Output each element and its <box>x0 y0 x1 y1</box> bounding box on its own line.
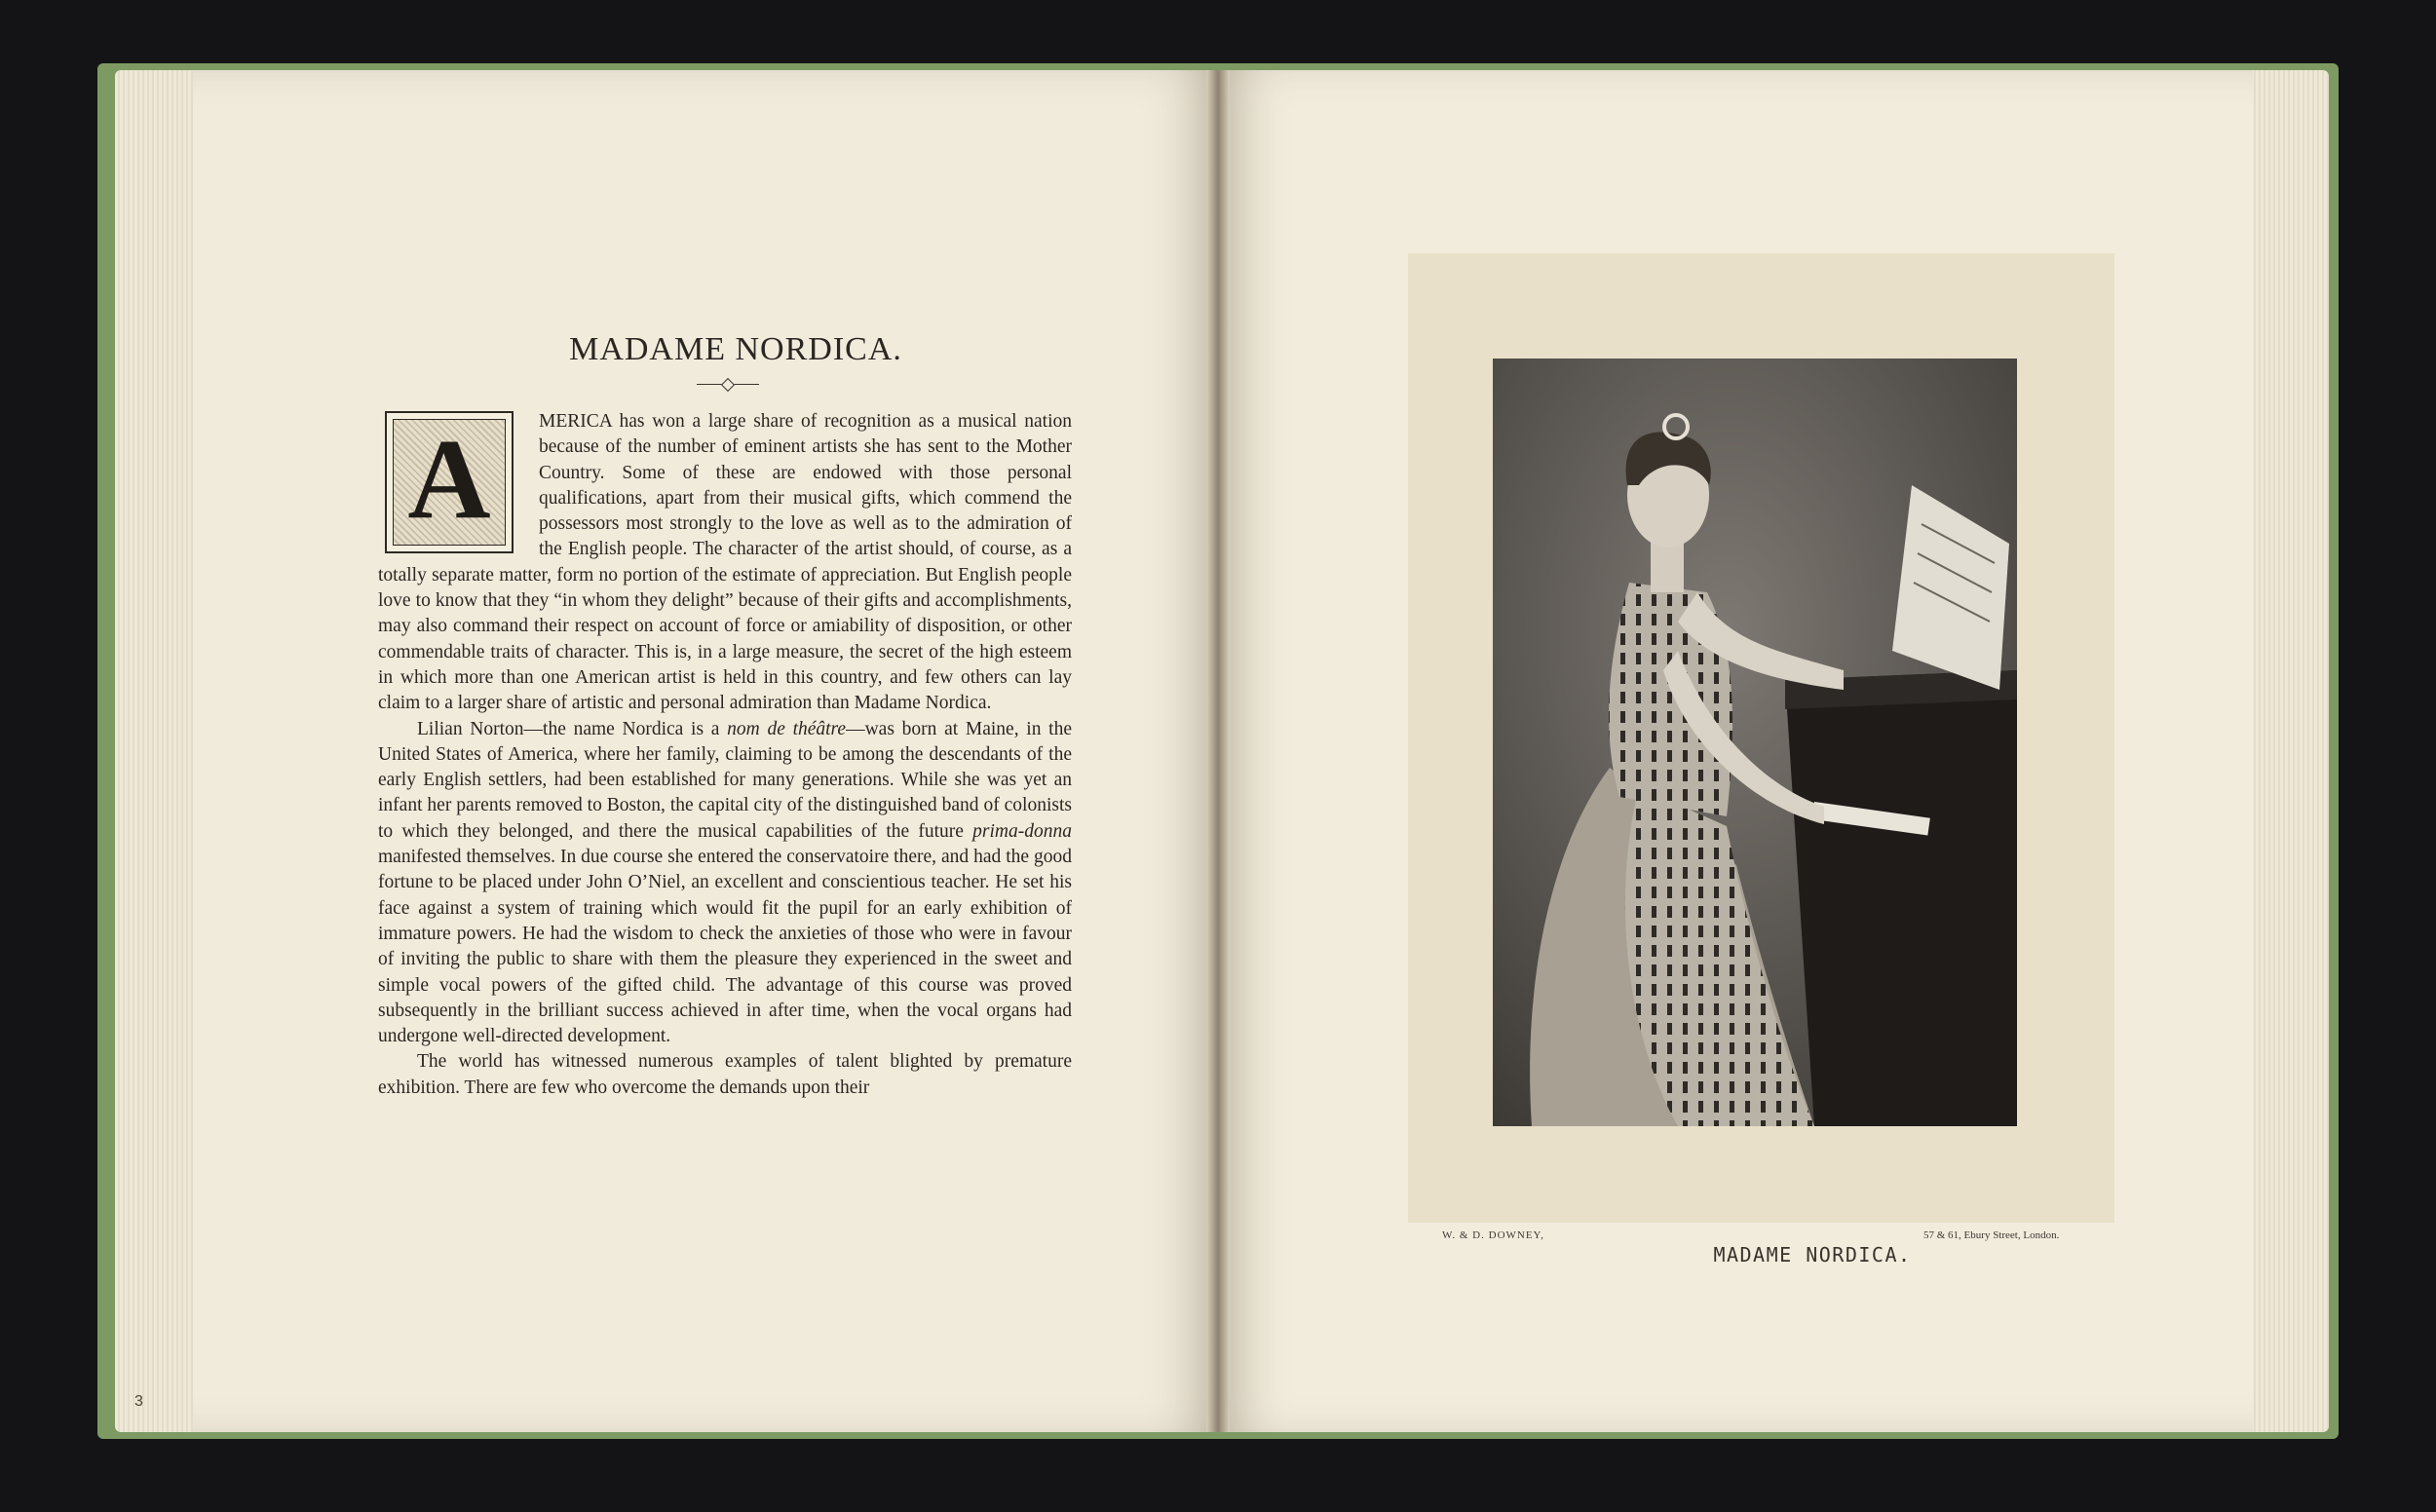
page-stack-right <box>2251 70 2329 1432</box>
portrait-photograph <box>1493 359 2017 1126</box>
drop-cap-letter: A <box>407 415 491 543</box>
page-stack-left <box>115 70 193 1432</box>
paragraph-1: MERICA has won a large share of recognition as a musical nation because of the number of eminent artists she has sent to the Mother Country. Some of these are endowed with those personal qualifications, apart from their musical gifts, which commend the possessors most strongly to the love as well as to the admiration of the English people. The character of the artist should, of course, as a totally separate matter, form no portion of the estimate of appreciation. But English people love to know that they “in whom they delight” because of their gifts and accomplishments, may also command their respect on account of force or amiability of disposition, or other commendable traits of character. This is, in a large measure, the secret of the high esteem in which more than one American artist is held in this country, and few others can lay claim to a larger share of artistic and personal admiration than Madame Nordica. <box>378 411 1072 714</box>
italic-phrase-prima-donna: prima-donna <box>972 820 1072 842</box>
paragraph-2: Lilian Norton—the name Nordica is a nom de théâtre—was born at Maine, in the United States of America, where her family, claiming to be among the descendants of the early English settlers, had been established for many generations. While she was yet an infant her parents removed to Boston, the capital city of the distinguished band of colonists to which they belonged, and there the musical capabilities of the future prima-donna manifested themselves. In due course she entered the conservatoire there, and had the good fortune to be placed under John O’Niel, an excellent and conscientious teacher. He set his face against a system of training which would fit the pupil for an early exhibition of immature powers. He had the wisdom to check the anxieties of those who were in favour of inviting the public to share with them the pleasure they experienced in the sweet and simple vocal powers of the gifted child. The advantage of this course was proved subsequently in the brilliant success achieved in after time, when the vocal organs had undergone well-directed development. <box>378 718 1072 1047</box>
paragraph-3: The world has witnessed numerous examples of talent blighted by premature exhibition. There are few who overcome the demands upon their <box>378 1051 1072 1098</box>
italic-phrase-nom-de-theatre: nom de théâtre <box>727 718 847 739</box>
photographer-credit: W. & D. DOWNEY, <box>1442 1229 1544 1241</box>
page-title: MADAME NORDICA. <box>569 331 902 367</box>
book-gutter <box>1206 70 1230 1432</box>
photo-caption: MADAME NORDICA. <box>1713 1243 1912 1266</box>
article-body <box>378 409 1072 1101</box>
title-ornament <box>697 380 759 390</box>
studio-address: 57 & 61, Ebury Street, London. <box>1923 1229 2060 1241</box>
page-number: 3 <box>134 1393 143 1410</box>
